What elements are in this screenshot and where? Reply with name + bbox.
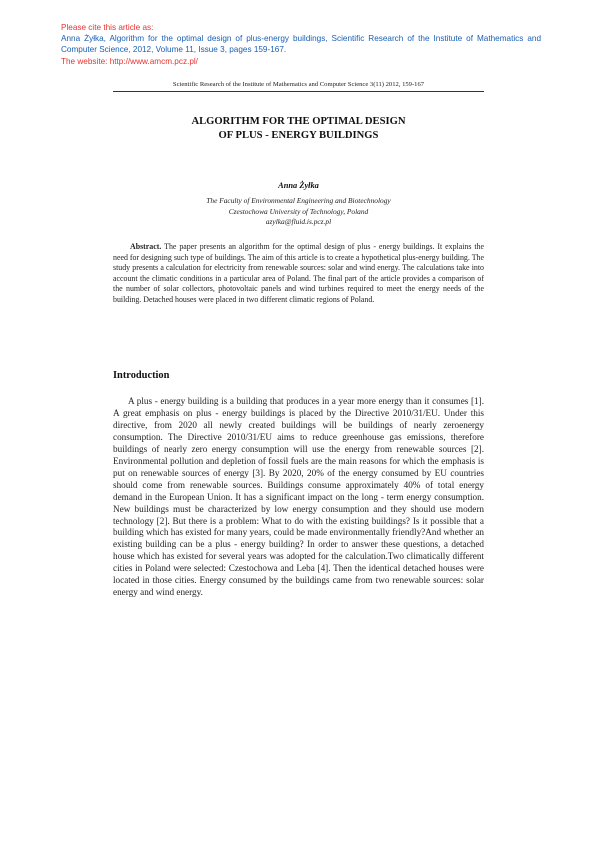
paper-title-line-1: ALGORITHM FOR THE OPTIMAL DESIGN (191, 116, 406, 127)
affiliation (113, 196, 484, 228)
author-name: Anna Żyłka (278, 181, 319, 190)
citation-reference[interactable]: Anna Żyłka, Algorithm for the optimal design of plus-energy buildings, Scientific Research of the Institute of Mathematics and Computer Science, 2012, Volume 11, Issue 3, pages 159-167. (61, 34, 541, 55)
abstract-label: Abstract. (130, 242, 162, 251)
introduction-paragraph: A plus - energy building is a building that produces in a year more energy than it consumes [1]. A great emphasis on plus - energy buildings is placed by the Directive 2010/31/EU. Under this directive, from 2020 all newly created buildings will be buildings of nearly zeroenergy consumption. The Directive 2010/31/EU aims to reduce greenhouse gas emissions, therefore buildings of nearly zero energy consumption will use the energy from renewable sources [2]. Environmental pollution and depletion of fossil fuels are the main reasons for which the emphasis is put on renewable sources of energy [3]. By 2020, 20% of the energy consumed by EU countries should come from renewable sources. Buildings consume approximately 40% of total energy demand in the European Union. It has a significant impact on the long - term energy consumption. New buildings must be characterized by low energy consumption and they should use modern technology [2]. But there is a problem: What to do with the existing buildings? Is it possible that a building which has existed for many years, could be made environmentally friendly?And whether an existing building can be a plus - energy building? In order to answer these questions, a detached house which has existed for several years was adopted for the calculation.Two climatically different cities in Poland were selected: Czestochowa and Leba [4]. Then the identical detached houses were located in those cities. Energy consumed by the buildings came from two renewable sources: solar energy and wind energy. (113, 396, 484, 598)
paper-title-line-2: OF PLUS - ENERGY BUILDINGS (218, 129, 379, 141)
abstract-text: The paper presents an algorithm for the optimal design of plus - energy buildings. It explains the need for designing such type of buildings. The aim of this article is to create a hypothetical plus-energy building. The study presents a calculation for electricity from renewable sources: solar and wind energy. The calculations take into account the climatic conditions in a particular area of Poland. The final part of the article provides a comparison of the number of solar collectors, photovoltaic panels and wind turbines required to meet the energy needs of the building. Detached houses were placed in two different climatic regions of Poland. (113, 242, 484, 304)
citation-website-link[interactable]: The website: http://www.amcm.pcz.pl/ (61, 56, 198, 66)
citation-label: Please cite this article as: (61, 23, 154, 32)
header-rule (113, 91, 484, 92)
citation-block (61, 22, 541, 67)
affiliation-university: Czestochowa University of Technology, Poland (228, 206, 369, 216)
paper-title (113, 115, 484, 142)
affiliation-faculty: The Faculty of Environmental Engineering and Biotechnology (206, 196, 391, 205)
running-header: Scientific Research of the Institute of Mathematics and Computer Science 3(11) 2012, 159-167 (172, 81, 425, 88)
section-heading: Introduction (113, 370, 170, 381)
affiliation-email[interactable]: azylka@fluid.is.pcz.pl (265, 217, 332, 226)
abstract (113, 242, 484, 305)
